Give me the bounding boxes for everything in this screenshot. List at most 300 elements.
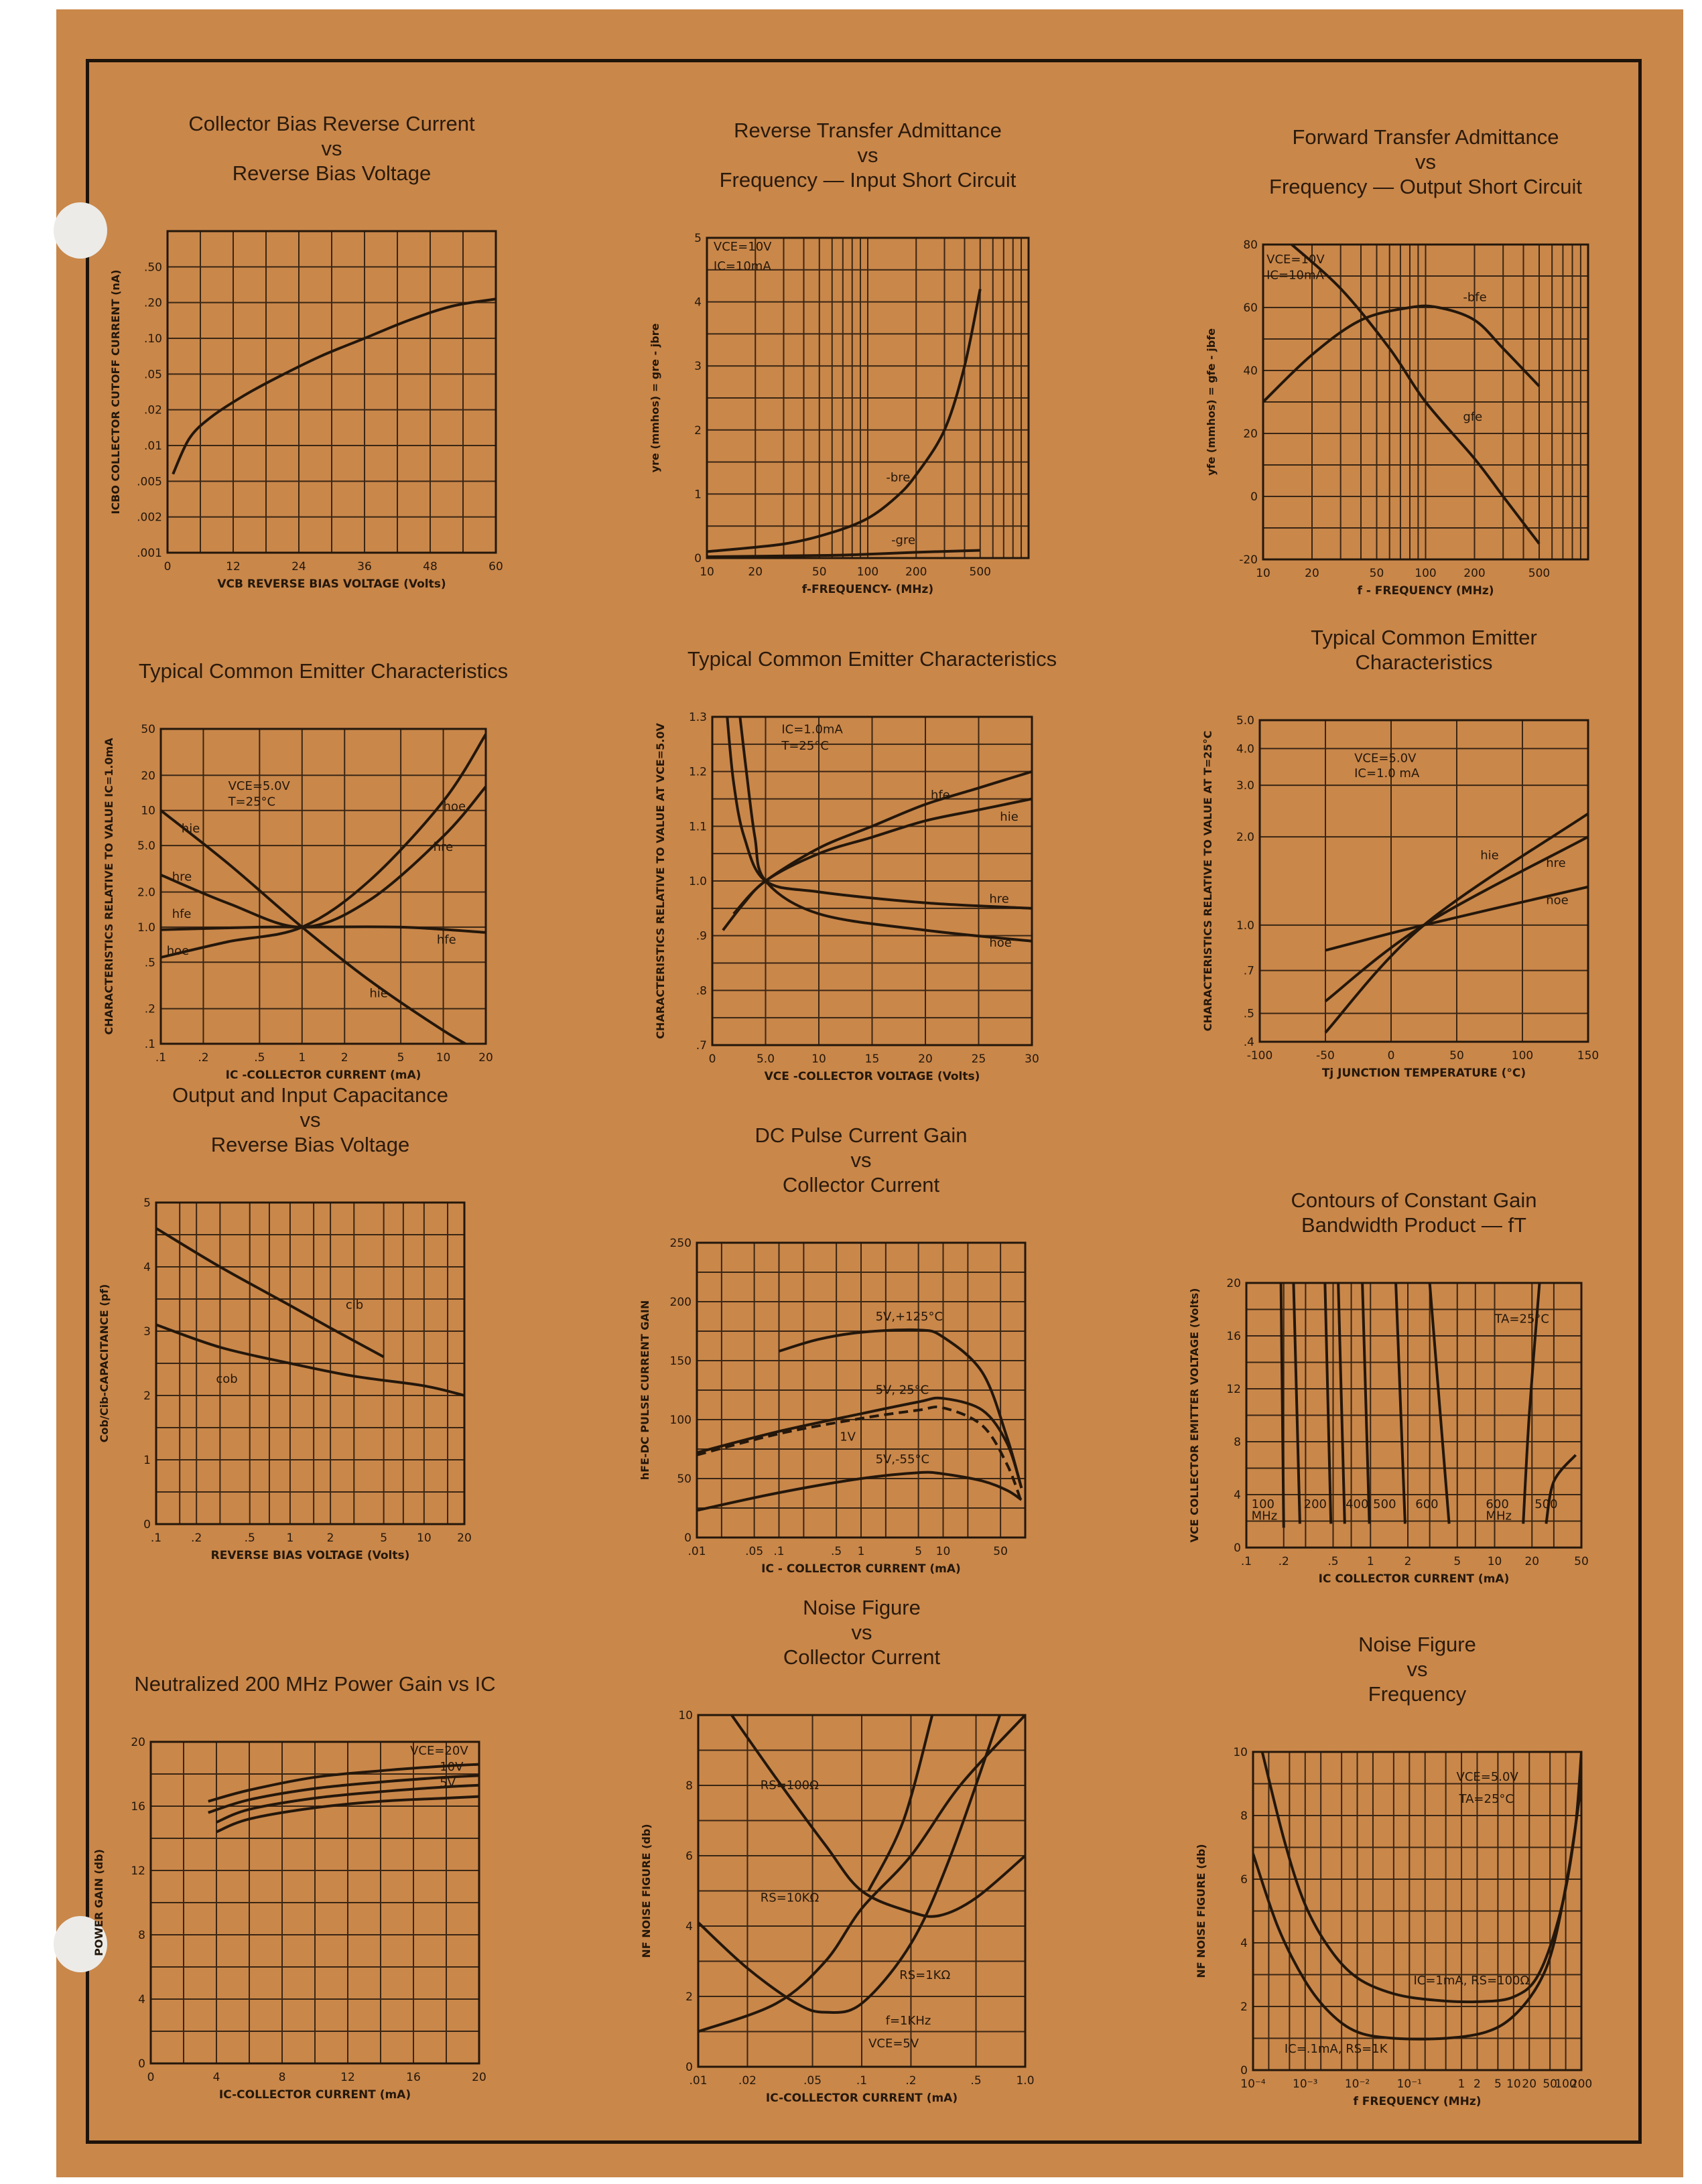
x-tick-label: 100 <box>1415 567 1437 580</box>
x-tick-label: 10⁻² <box>1344 2077 1370 2091</box>
y-tick-label: 6 <box>1240 1873 1248 1887</box>
curve-label: cob <box>216 1371 238 1386</box>
x-tick-label: 100 <box>1555 2077 1577 2091</box>
x-tick-label: 1 <box>286 1531 294 1545</box>
x-tick-label: 20 <box>457 1531 472 1545</box>
chart-title <box>1173 1632 1662 1706</box>
x-axis-label: f FREQUENCY (MHz) <box>1353 2095 1482 2108</box>
x-tick-label: 1.0 <box>1016 2074 1035 2088</box>
chart-title <box>616 1123 1106 1197</box>
x-tick-label: .02 <box>738 2074 757 2088</box>
curve-label: MHz <box>1251 1509 1278 1523</box>
series-line <box>1546 1455 1575 1524</box>
x-tick-label: 10 <box>1256 567 1270 580</box>
chart-title-line: Bandwidth Product — fT <box>1301 1213 1526 1237</box>
x-tick-label: .5 <box>244 1531 255 1545</box>
chart-title-line: vs <box>1406 1657 1428 1681</box>
chart-title-line: vs <box>1415 150 1436 174</box>
y-tick-label: -20 <box>1239 553 1258 567</box>
y-tick-label: 60 <box>1243 301 1258 315</box>
curve-label: cib <box>345 1298 364 1312</box>
x-tick-label: 20 <box>1524 1555 1540 1568</box>
curve-label: 5V, 25°C <box>875 1383 929 1397</box>
y-tick-label: 0 <box>1240 2064 1248 2077</box>
chart-title <box>1166 1188 1662 1237</box>
x-axis-label: VCE -COLLECTOR VOLTAGE (Volts) <box>764 1070 980 1083</box>
chart-title-line: Characteristics <box>1355 651 1493 674</box>
curve-label: hfe <box>436 933 456 947</box>
y-axis-label: hFE-DC PULSE CURRENT GAIN <box>639 1300 651 1481</box>
curve-label: T=25°C <box>781 739 829 753</box>
curve-label: 100 <box>1251 1497 1275 1511</box>
y-tick-label: 8 <box>1240 1810 1248 1823</box>
chart-p10 <box>77 1728 506 2117</box>
y-tick-label: 3.0 <box>1236 779 1254 793</box>
series-line <box>1338 1283 1345 1523</box>
x-tick-label: 2 <box>1474 2077 1481 2091</box>
chart-title-line: Collector Current <box>783 1645 941 1669</box>
chart-title-line: vs <box>321 137 342 160</box>
y-tick-label: 4 <box>138 1993 145 2006</box>
plot-frame <box>1260 720 1588 1042</box>
y-tick-label: 0 <box>1234 1542 1241 1555</box>
series-line <box>1262 1752 1581 2002</box>
curve-label: IC=10mA <box>713 259 771 273</box>
chart-title <box>1183 125 1668 199</box>
y-tick-label: 50 <box>141 723 155 736</box>
y-tick-label: 20 <box>131 1736 145 1749</box>
y-tick-label: .5 <box>1243 1007 1254 1021</box>
x-tick-label: 0 <box>147 2071 155 2084</box>
curve-label: hie <box>181 821 200 836</box>
y-tick-label: 16 <box>131 1800 145 1814</box>
y-tick-label: 0 <box>138 2057 145 2071</box>
y-tick-label: 1.0 <box>688 875 707 888</box>
x-tick-label: 24 <box>291 560 306 573</box>
curve-label: VCE=5V <box>868 2037 919 2051</box>
x-tick-label: 25 <box>971 1052 986 1066</box>
x-tick-label: 20 <box>748 565 763 579</box>
curve-label: VCE=10V <box>713 240 772 255</box>
curve-label: 600 <box>1486 1497 1509 1511</box>
x-tick-label: 2 <box>1404 1555 1412 1568</box>
y-axis-label: yre (mmhos) = gre - jbre <box>649 323 661 473</box>
y-tick-label: 4 <box>685 1920 693 1933</box>
chart-title-line: Neutralized 200 MHz Power Gain vs IC <box>134 1672 496 1696</box>
x-tick-label: 200 <box>1463 567 1486 580</box>
x-tick-label: 5 <box>380 1531 388 1545</box>
curve-label: hoe <box>1546 893 1569 908</box>
curve-label: f=1KHz <box>885 2014 931 2028</box>
x-tick-label: 5 <box>397 1051 405 1065</box>
y-tick-label: 0 <box>685 2061 693 2074</box>
y-tick-label: 50 <box>677 1473 692 1486</box>
series-line <box>732 1715 1025 1917</box>
x-tick-label: .2 <box>905 2074 917 2088</box>
chart-title-line: Reverse Bias Voltage <box>232 161 432 185</box>
x-tick-label: 8 <box>278 2071 286 2084</box>
curve-label: IC=10mA <box>1266 268 1324 283</box>
series-line <box>1325 1283 1331 1523</box>
curve-label: 600 <box>1415 1497 1439 1511</box>
series-line <box>1292 245 1539 544</box>
chart-p12 <box>1179 1738 1608 2124</box>
curve-label: -bfe <box>1463 290 1487 305</box>
chart-title <box>1179 625 1668 675</box>
y-tick-label: 5.0 <box>137 839 155 854</box>
y-axis-label: POWER GAIN (db) <box>92 1849 105 1956</box>
x-tick-label: 50 <box>1369 567 1384 580</box>
y-axis-label: NF NOISE FIGURE (db) <box>1195 1844 1207 1978</box>
curve-label: 10V <box>440 1760 464 1775</box>
x-tick-label: 50 <box>993 1545 1008 1558</box>
series-line <box>697 1407 1021 1502</box>
y-tick-label: 2 <box>1240 2000 1248 2014</box>
chart-title-line: Frequency <box>1368 1682 1467 1706</box>
y-tick-label: 1.0 <box>137 920 155 935</box>
chart-title-line: Collector Bias Reverse Current <box>188 112 475 135</box>
y-tick-label: .20 <box>143 296 162 310</box>
chart-title <box>80 659 566 683</box>
chart-title-line: Typical Common Emitter <box>1311 626 1537 649</box>
y-tick-label: 4 <box>143 1261 151 1274</box>
chart-title-line: Noise Figure <box>1358 1633 1476 1656</box>
curve-label: hre <box>433 840 454 855</box>
curve-label: 500 <box>1534 1497 1558 1511</box>
x-tick-label: 20 <box>1522 2077 1537 2091</box>
x-tick-label: 10 <box>436 1051 451 1065</box>
x-axis-label: IC -COLLECTOR CURRENT (mA) <box>225 1069 421 1082</box>
y-tick-label: 100 <box>669 1414 692 1427</box>
y-tick-label: 2 <box>143 1389 151 1403</box>
x-axis-label: REVERSE BIAS VOLTAGE (Volts) <box>210 1549 410 1562</box>
chart-title <box>627 118 1109 192</box>
y-tick-label: 40 <box>1243 364 1258 378</box>
curve-label: hoe <box>166 944 190 959</box>
x-tick-label: 50 <box>811 565 827 579</box>
chart-title-line: Output and Input Capacitance <box>172 1083 448 1107</box>
curve-label: RS=10KΩ <box>760 1891 820 1905</box>
x-tick-label: 50 <box>1449 1049 1464 1063</box>
y-tick-label: 80 <box>1243 238 1258 252</box>
x-tick-label: .1 <box>773 1545 785 1558</box>
series-line <box>707 551 980 557</box>
y-tick-label: .10 <box>143 332 162 346</box>
x-tick-label: 10 <box>1487 1555 1502 1568</box>
y-tick-label: 2 <box>685 1990 693 2004</box>
x-axis-label: IC-COLLECTOR CURRENT (mA) <box>218 2088 411 2102</box>
y-tick-label: 1.3 <box>688 711 707 724</box>
y-tick-label: 150 <box>669 1355 692 1368</box>
x-tick-label: .1 <box>1240 1555 1252 1568</box>
y-tick-label: .05 <box>143 368 162 382</box>
x-tick-label: 10 <box>700 565 714 579</box>
x-tick-label: 10 <box>935 1545 951 1558</box>
chart-p8 <box>623 1229 1052 1591</box>
y-tick-label: 20 <box>1243 427 1258 441</box>
x-tick-label: -50 <box>1316 1049 1335 1063</box>
plot-frame <box>161 729 486 1044</box>
x-tick-label: .05 <box>803 2074 822 2088</box>
chart-title <box>76 1083 545 1157</box>
chart-title <box>87 111 576 186</box>
curve-label: IC=1.0 mA <box>1354 766 1420 780</box>
series-line <box>1263 306 1539 402</box>
x-tick-label: .01 <box>688 1545 706 1558</box>
chart-title-line: Collector Current <box>782 1173 940 1197</box>
x-tick-label: 200 <box>905 565 927 579</box>
chart-title-line: Typical Common Emitter Characteristics <box>687 647 1057 671</box>
y-tick-label: .5 <box>144 956 155 970</box>
y-tick-label: 6 <box>685 1850 693 1863</box>
y-tick-label: 5 <box>143 1197 151 1210</box>
x-tick-label: 16 <box>406 2071 421 2084</box>
x-axis-label: IC COLLECTOR CURRENT (mA) <box>1318 1572 1510 1586</box>
chart-title <box>618 1595 1106 1669</box>
curve-label: hre <box>989 892 1009 906</box>
curve-label: -bre <box>886 470 911 485</box>
y-tick-label: 10 <box>678 1709 693 1722</box>
x-tick-label: 60 <box>488 560 503 573</box>
curve-label: 5V,-55°C <box>875 1452 930 1467</box>
y-tick-label: .7 <box>696 1039 707 1052</box>
chart-p1 <box>94 218 523 606</box>
x-tick-label: 0 <box>163 560 172 573</box>
x-tick-label: 5 <box>1453 1555 1461 1568</box>
series-line <box>1362 1283 1370 1523</box>
series-line <box>734 799 1032 914</box>
series-line <box>1396 1283 1405 1523</box>
x-axis-label: IC - COLLECTOR CURRENT (mA) <box>761 1562 961 1576</box>
y-tick-label: 3 <box>143 1325 151 1339</box>
curve-label: hoe <box>443 799 466 814</box>
y-tick-label: 4 <box>1240 1937 1248 1950</box>
x-tick-label: 10 <box>811 1052 826 1066</box>
chart-title-line: DC Pulse Current Gain <box>755 1123 968 1147</box>
x-tick-label: .1 <box>150 1531 162 1545</box>
y-axis-label: CHARACTERISTICS RELATIVE TO VALUE IC=1.0mA <box>103 738 115 1035</box>
y-tick-label: 2 <box>694 423 702 437</box>
chart-title-line: vs <box>851 1621 872 1644</box>
curve-label: IC=1mA, RS=100Ω <box>1413 1973 1530 1988</box>
y-axis-label: NF NOISE FIGURE (db) <box>640 1824 653 1958</box>
x-tick-label: 150 <box>1577 1049 1599 1063</box>
y-axis-label: CHARACTERISTICS RELATIVE TO VALUE AT T=25°C <box>1201 730 1214 1032</box>
y-tick-label: 2.0 <box>137 886 155 900</box>
x-tick-label: 36 <box>357 560 372 573</box>
y-tick-label: .8 <box>696 984 707 998</box>
y-tick-label: .002 <box>137 510 162 525</box>
y-axis-label: VCE COLLECTOR EMITTER VOLTAGE (Volts) <box>1188 1288 1201 1543</box>
x-tick-label: 10⁻³ <box>1293 2077 1318 2091</box>
x-tick-label: 100 <box>1511 1049 1534 1063</box>
chart-title <box>70 1671 560 1696</box>
series-line <box>707 289 980 551</box>
x-tick-label: 50 <box>1543 2077 1558 2091</box>
curve-label: VCE=5.0V <box>1456 1769 1518 1784</box>
y-tick-label: 12 <box>131 1864 145 1878</box>
x-tick-label: .2 <box>191 1531 202 1545</box>
x-tick-label: 100 <box>856 565 879 579</box>
y-tick-label: .1 <box>144 1038 155 1051</box>
chart-title-line: Reverse Bias Voltage <box>210 1133 410 1156</box>
y-tick-label: 12 <box>1226 1383 1241 1396</box>
series-line <box>1430 1283 1449 1523</box>
x-tick-label: 10 <box>1506 2077 1521 2091</box>
y-tick-label: .005 <box>137 475 162 489</box>
series-line <box>727 717 1032 908</box>
x-axis-label: f - FREQUENCY (MHz) <box>1357 584 1494 598</box>
curve-label: VCE=20V <box>410 1744 468 1759</box>
x-tick-label: 12 <box>226 560 241 573</box>
chart-title-line: Frequency — Output Short Circuit <box>1269 175 1582 198</box>
x-tick-label: .05 <box>745 1545 764 1558</box>
y-tick-label: 8 <box>1234 1436 1241 1449</box>
curve-label: IC=1.0mA <box>781 722 843 737</box>
curve-label: VCE=10V <box>1266 253 1325 267</box>
chart-title-line: Forward Transfer Admittance <box>1292 125 1559 149</box>
chart-p4 <box>87 715 513 1097</box>
series-line <box>868 1715 932 1891</box>
curve-label: IC=.1mA, RS=1K <box>1284 2041 1388 2056</box>
curve-label: RS=1KΩ <box>899 1968 951 1982</box>
curve-label: VCE=5.0V <box>228 779 290 794</box>
x-tick-label: 20 <box>478 1051 493 1065</box>
chart-p6 <box>1186 707 1615 1095</box>
y-tick-label: 1.1 <box>688 820 707 834</box>
curve-label: TA=25°C <box>1459 1792 1514 1806</box>
chart-title-line: Noise Figure <box>803 1596 921 1619</box>
y-tick-label: 1.0 <box>1236 918 1254 933</box>
curve-label: -gre <box>891 533 916 547</box>
y-tick-label: 0 <box>684 1531 692 1545</box>
y-axis-label: yfe (mmhos) = gfe - jbfe <box>1205 328 1218 476</box>
chart-title-line: vs <box>857 143 878 167</box>
x-tick-label: 10⁻¹ <box>1396 2077 1423 2091</box>
y-tick-label: .2 <box>144 1002 155 1016</box>
y-tick-label: 20 <box>141 769 155 783</box>
y-tick-label: 10 <box>1233 1746 1248 1759</box>
curve-label: MHz <box>1486 1509 1512 1523</box>
x-tick-label: 50 <box>1574 1555 1589 1568</box>
x-tick-label: 5.0 <box>756 1052 775 1066</box>
chart-p11 <box>625 1702 1052 2120</box>
curve-label: gfe <box>1463 410 1483 425</box>
x-axis-label: IC-COLLECTOR CURRENT (mA) <box>765 2092 958 2105</box>
chart-p3 <box>1189 231 1615 613</box>
curve-label: T=25°C <box>228 795 276 809</box>
curve-label: 500 <box>1373 1497 1396 1511</box>
x-tick-label: .2 <box>198 1051 209 1065</box>
y-tick-label: 250 <box>669 1237 692 1250</box>
y-tick-label: 4 <box>694 295 702 310</box>
x-tick-label: 500 <box>1528 567 1551 580</box>
x-tick-label: -100 <box>1246 1049 1273 1063</box>
x-tick-label: 12 <box>340 2071 355 2084</box>
y-tick-label: 4 <box>1234 1489 1241 1502</box>
y-tick-label: 16 <box>1226 1330 1241 1343</box>
chart-title <box>632 646 1112 671</box>
x-tick-label: 500 <box>969 565 991 579</box>
chart-p5 <box>639 703 1059 1099</box>
y-tick-label: .01 <box>143 439 162 453</box>
y-tick-label: .001 <box>137 547 162 560</box>
x-tick-label: 1 <box>1366 1555 1374 1568</box>
y-axis-label: CHARACTERISTICS RELATIVE TO VALUE AT VCE=5.0V <box>654 723 667 1039</box>
curve-label: 400 <box>1346 1497 1369 1511</box>
x-axis-label: VCB REVERSE BIAS VOLTAGE (Volts) <box>217 577 446 591</box>
y-tick-label: 8 <box>685 1779 693 1793</box>
y-tick-label: 1.2 <box>688 765 707 779</box>
x-tick-label: .2 <box>1278 1555 1289 1568</box>
x-tick-label: 48 <box>423 560 438 573</box>
curve-label: 5V,+125°C <box>875 1310 943 1324</box>
x-tick-label: 2 <box>340 1051 348 1065</box>
y-tick-label: 10 <box>141 804 155 818</box>
x-tick-label: 1 <box>857 1545 865 1558</box>
chart-p9 <box>1173 1270 1608 1601</box>
y-tick-label: .02 <box>143 403 162 417</box>
chart-title-line: vs <box>300 1108 321 1132</box>
y-tick-label: 5.0 <box>1236 714 1254 728</box>
series-line <box>173 299 496 474</box>
x-tick-label: .5 <box>1327 1555 1339 1568</box>
curve-label: 5V <box>440 1776 456 1791</box>
curve-label: 200 <box>1303 1497 1327 1511</box>
x-axis-label: f-FREQUENCY- (MHz) <box>801 583 934 596</box>
curve-label: hie <box>369 986 388 1001</box>
x-tick-label: 0 <box>708 1052 716 1066</box>
y-tick-label: 8 <box>138 1929 145 1942</box>
y-tick-label: .9 <box>696 929 707 943</box>
curve-label: hfe <box>172 907 192 922</box>
y-tick-label: .50 <box>143 261 162 275</box>
x-tick-label: .1 <box>856 2074 868 2088</box>
curve-label: RS=100Ω <box>760 1778 819 1793</box>
y-tick-label: 3 <box>694 360 702 374</box>
curve-label: hfe <box>930 788 950 803</box>
x-tick-label: 0 <box>1387 1049 1395 1063</box>
curve-label: hie <box>1000 810 1019 825</box>
x-tick-label: 2 <box>326 1531 334 1545</box>
x-tick-label: .5 <box>254 1051 265 1065</box>
y-tick-label: .4 <box>1243 1036 1254 1049</box>
x-tick-label: 1 <box>1457 2077 1465 2091</box>
y-tick-label: 0 <box>1250 490 1258 504</box>
y-tick-label: 0 <box>694 552 702 565</box>
x-tick-label: .01 <box>689 2074 708 2088</box>
y-tick-label: 0 <box>143 1518 151 1531</box>
curve-label: hoe <box>989 936 1012 950</box>
curve-label: hie <box>1480 848 1499 863</box>
x-tick-label: 10⁻⁴ <box>1240 2077 1266 2091</box>
chart-p7 <box>82 1189 491 1578</box>
x-tick-label: .5 <box>831 1545 842 1558</box>
curve-label: hre <box>172 870 192 884</box>
x-tick-label: 4 <box>212 2071 220 2084</box>
series-line <box>156 1324 464 1395</box>
y-tick-label: 4.0 <box>1236 742 1254 756</box>
x-tick-label: 30 <box>1025 1052 1039 1066</box>
x-tick-label: 20 <box>918 1052 933 1066</box>
curve-label: VCE=5.0V <box>1354 751 1417 766</box>
chart-title-line: Typical Common Emitter Characteristics <box>138 659 509 683</box>
curve-label: TA=25°C <box>1494 1312 1549 1326</box>
y-axis-label: ICBO COLLECTOR CUTOFF CURRENT (nA) <box>109 269 122 515</box>
x-tick-label: 5 <box>915 1545 923 1558</box>
x-tick-label: 20 <box>472 2071 486 2084</box>
x-tick-label: 15 <box>864 1052 880 1066</box>
